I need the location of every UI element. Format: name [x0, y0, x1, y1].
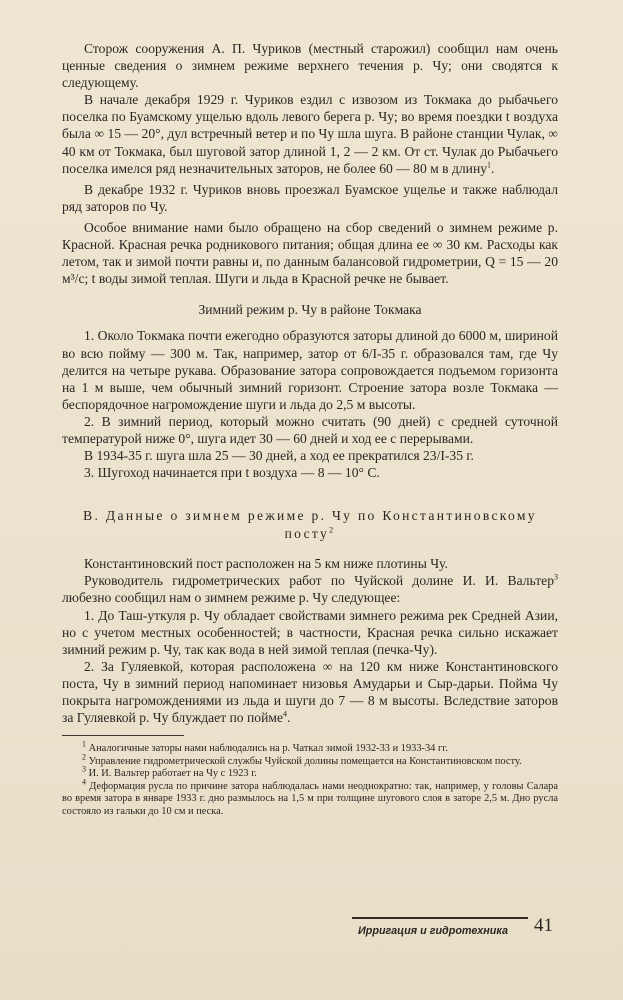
footnotes [62, 739, 558, 818]
footnote-ref-2: 2 [329, 525, 336, 535]
page-number: 41 [534, 915, 553, 936]
footnote-4 [62, 777, 558, 819]
footnote-3 [62, 764, 558, 781]
paragraph-point-2: 2. За Гуляевкой, которая расположена ∞ на 120 км ниже Константиновского поста, Чу в зимний период напоминает низовья Амударьи и Сыр-дарьи. Пойма Чу покрыта нагромождениями из льда и шуги до 7 — 8 м высоты. Вследствие заторов за Гуляевкой р. Чу блуждает по пойме$^4$. [62, 658, 558, 726]
section-heading-v [62, 507, 558, 543]
paragraph-post: Константиновский пост расположен на 5 км ниже плотины Чу. [84, 556, 448, 572]
footnote-1 [62, 739, 558, 756]
footnote-ref-4: 4 [282, 709, 287, 719]
footnote-3-num: 3 [82, 764, 86, 774]
footnote-2 [62, 752, 558, 769]
footnote-4-text: Деформация русла по причине затора наблюдалась нами неоднократно: так, например, у головы Салара во время затора в январе 1933 г. дно размылось на 1,5 м при толщине шугового слоя в заторе 2,5 м. Дно русла состояло из гальки до 10 см и песка. [62, 780, 558, 817]
paragraph-director-b: любезно сообщил нам о зимнем режиме р. Чу следующее: [62, 590, 401, 606]
footnote-2-num: 2 [82, 752, 86, 762]
paragraph-tokmak-4: 3. Шугоход начинается при t воздуха — 8 — 10° С. [84, 465, 380, 481]
page-footer [352, 914, 562, 944]
footnote-divider [62, 735, 184, 736]
paragraph-intro-4: Особое внимание нами было обращено на сбор сведений о зимнем режиме р. Красной. Красная речка родникового питания; общая длина ее ∞ 30 км. Расходы как летом, так и зимой почти равны и, по данным балансовой гидрометрии, Q = 15 — 20 м³/с; t воды зимой теплая. Шуги и льда в Красной речке не бывает. [62, 219, 558, 287]
footnote-3-text: И. И. Вальтер работает на Чу с 1923 г. [88, 768, 257, 780]
paragraph-intro-2-text: В начале декабря 1929 г. Чуриков ездил с извозом из Токмака до рыбачьего поселка по Буамскому ущелью вдоль левого берега р. Чу; во время поездки t воздуха была ∞ 15 — 20°, дул встречный ветер и по Чу шла шуга. В районе станции Чулак, ∞ 40 км от Токмака, был шуговой затор длиной 1, 2 — 2 км. От ст. Чулак до Рыбачьего поселка имелся ряд незначительных заторов, не более 60 — 80 м в длину [62, 92, 558, 176]
footnote-ref-1: 1 [487, 160, 492, 170]
section-heading-v-text: В. Данные о зимнем режиме р. Чу по Константиновскому посту [83, 508, 537, 542]
paragraph-director-a: Руководитель гидрометрических работ по Чуйской долине И. И. Вальтер [84, 573, 554, 589]
paragraph-intro-3: В декабре 1932 г. Чуриков вновь проезжал Буамское ущелье и также наблюдал ряд заторов по Чу. [62, 181, 558, 214]
journal-title: Ирригация и гидротехника [358, 925, 508, 937]
section-heading-tokmak: Зимний режим р. Чу в районе Токмака [198, 302, 422, 318]
footer-rule [352, 917, 528, 919]
paragraph-tokmak-3: В 1934-35 г. шуга шла 25 — 30 дней, а ход ее прекратился 23/I-35 г. [84, 448, 474, 464]
footnote-1-text: Аналогичные заторы нами наблюдались на р. Чаткал зимой 1932-33 и 1933-34 гг. [88, 743, 448, 755]
paragraph-director [62, 572, 558, 606]
footnote-2-text: Управление гидрометрической службы Чуйской долины помещается на Константиновском посту. [88, 755, 522, 767]
paragraph-intro-2: В начале декабря 1929 г. Чуриков ездил с извозом из Токмака до рыбачьего поселка по Буамскому ущелью вдоль левого берега р. Чу; во время поездки t воздуха была ∞ 15 — 20°, дул встречный ветер и по Чу шла шуга. В районе станции Чулак, ∞ 40 км от Токмака, был шуговой затор длиной 1, 2 — 2 км. От ст. Чулак до Рыбачьего поселка имелся ряд незначительных заторов, не более 60 — 80 м в длину$^1$. [62, 92, 558, 176]
footnote-1-num: 1 [82, 739, 86, 749]
paragraph-tokmak-1: 1. Около Токмака почти ежегодно образуются заторы длиной до 6000 м, шириной во всю пойму — 300 м. Так, например, затор от 6/I-35 г. образовался там, где Чу делится на четыре рукава. Образование затора сопровождается подъемом горизонта на 1 м выше, чем обычный зимний горизонт. Строение затора возле Токмака — беспорядочное нагромождение шуги и льда до 2,5 м высоты. [62, 328, 558, 412]
footnote-4-num: 4 [82, 777, 86, 787]
paragraph-tokmak-2: 2. В зимний период, который можно считать (90 дней) с средней суточной температурой ниже 0°, шуга идет 30 — 60 дней и ход ее с перерывами. [62, 413, 558, 446]
main-text [62, 40, 558, 818]
paragraph-intro-1: Сторож сооружения А. П. Чуриков (местный старожил) сообщил нам очень ценные сведения о зимнем режиме верхнего течения р. Чу; они сводятся к следующему. [62, 41, 558, 91]
footnote-ref-3: 3 [554, 572, 558, 582]
paragraph-point-2-text: 2. За Гуляевкой, которая расположена ∞ на 120 км ниже Константиновского поста, Чу в зимний период напоминает низовья Амударьи и Сыр-дарьи. Пойма Чу покрыта нагромождениями из льда и шуги до 7 — 8 м высоты. Вследствие заторов за Гуляевкой р. Чу блуждает по пойме [62, 658, 558, 726]
paragraph-point-1: 1. До Таш-уткуля р. Чу обладает свойствами зимнего режима рек Средней Азии, но с учетом местных особенностей; в частности, Красная речка сильно искажает зимний режим р. Чу, так как вода в ней зимой теплая (печка-Чу). [62, 607, 558, 657]
